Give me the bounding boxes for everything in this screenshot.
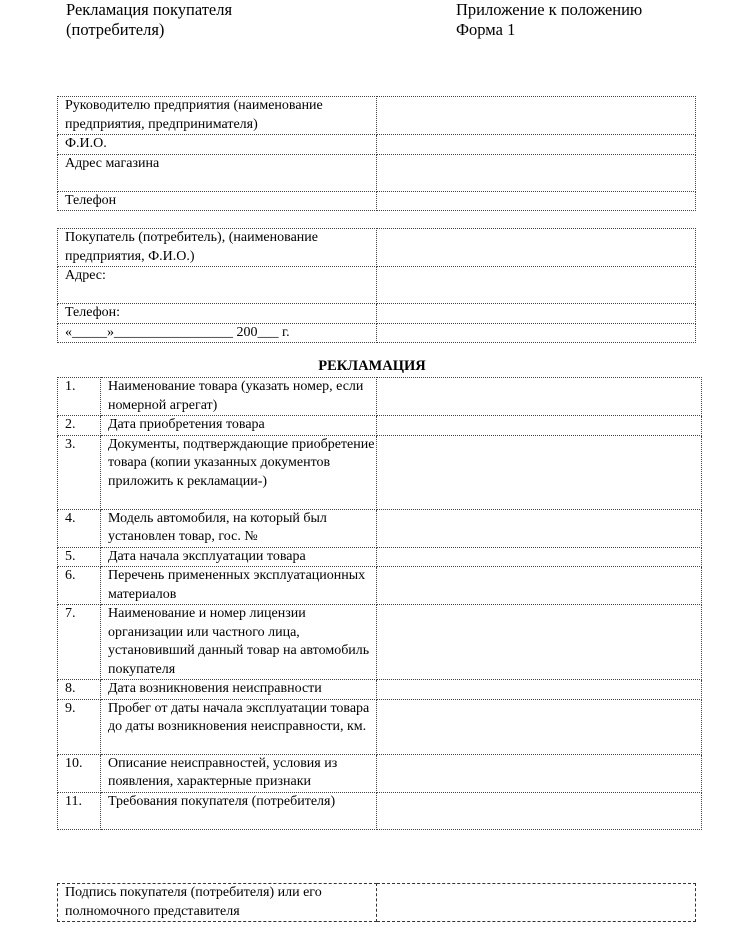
signature-table — [57, 883, 696, 922]
item-answer-field[interactable] — [377, 699, 702, 754]
item-number: 1. — [58, 378, 101, 416]
item-answer-field[interactable] — [377, 567, 702, 605]
item-label: Наименование товара (указать номер, если номерной агрегат) — [101, 378, 377, 416]
item-number: 7. — [58, 605, 101, 680]
signature-label: Подпись покупателя (потребителя) или его полномочного представителя — [58, 884, 377, 922]
item-number: 10. — [58, 754, 101, 792]
buyer-address-label: Адрес: — [58, 267, 377, 304]
buyer-date-row — [58, 323, 696, 343]
buyer-table — [57, 228, 696, 343]
recipient-address-row — [58, 154, 696, 191]
reklamatsiya-item-row — [58, 605, 702, 680]
item-number: 5. — [58, 547, 101, 567]
recipient-head-field[interactable] — [377, 97, 696, 135]
buyer-address-field[interactable] — [377, 267, 696, 304]
item-label: Наименование и номер лицензии организации или частного лица, установивший данный товар на автомобиль покупателя — [101, 605, 377, 680]
reklamatsiya-item-row — [58, 435, 702, 509]
recipient-table — [57, 96, 696, 211]
form-header-left — [66, 0, 232, 40]
signature-field[interactable] — [377, 884, 696, 922]
item-number: 3. — [58, 435, 101, 509]
buyer-date-field[interactable] — [377, 323, 696, 343]
recipient-address-field[interactable] — [377, 154, 696, 191]
item-label: Документы, подтверждающие приобретение товара (копии указанных документов приложить к рекламации-) — [101, 435, 377, 509]
signature-row — [58, 884, 696, 922]
item-number: 2. — [58, 416, 101, 436]
item-label: Дата начала эксплуатации товара — [101, 547, 377, 567]
item-answer-field[interactable] — [377, 547, 702, 567]
item-answer-field[interactable] — [377, 605, 702, 680]
form-title-line1: Рекламация покупателя — [66, 0, 233, 19]
recipient-head-row — [58, 97, 696, 135]
item-answer-field[interactable] — [377, 435, 702, 509]
reklamatsiya-item-row — [58, 416, 702, 436]
item-answer-field[interactable] — [377, 680, 702, 700]
recipient-head-label: Руководителю предприятия (наименование предприятия, предпринимателя) — [58, 97, 377, 135]
item-answer-field[interactable] — [377, 754, 702, 792]
reklamatsiya-item-row — [58, 699, 702, 754]
buyer-name-row — [58, 229, 696, 267]
buyer-address-row — [58, 267, 696, 304]
buyer-name-label: Покупатель (потребитель), (наименование предприятия, Ф.И.О.) — [58, 229, 377, 267]
item-answer-field[interactable] — [377, 792, 702, 829]
item-label: Дата приобретения товара — [101, 416, 377, 436]
item-label: Модель автомобиля, на который был установлен товар, гос. № — [101, 509, 377, 547]
item-label: Описание неисправностей, условия из появления, характерные признаки — [101, 754, 377, 792]
recipient-fio-row — [58, 135, 696, 155]
item-number: 11. — [58, 792, 101, 829]
reklamatsiya-item-row — [58, 547, 702, 567]
buyer-phone-row — [58, 304, 696, 324]
reklamatsiya-item-row — [58, 754, 702, 792]
item-number: 6. — [58, 567, 101, 605]
recipient-phone-field[interactable] — [377, 191, 696, 211]
reklamatsiya-item-row — [58, 509, 702, 547]
item-label: Требования покупателя (потребителя) — [101, 792, 377, 829]
reklamatsiya-item-row — [58, 792, 702, 829]
reklamatsiya-title: РЕКЛАМАЦИЯ — [318, 358, 426, 374]
item-number: 9. — [58, 699, 101, 754]
item-answer-field[interactable] — [377, 378, 702, 416]
item-answer-field[interactable] — [377, 509, 702, 547]
form-header-right — [456, 0, 642, 40]
buyer-name-field[interactable] — [377, 229, 696, 267]
reklamatsiya-item-row — [58, 378, 702, 416]
recipient-fio-label: Ф.И.О. — [58, 135, 377, 155]
recipient-fio-field[interactable] — [377, 135, 696, 155]
reklamatsiya-items-table — [57, 377, 702, 830]
buyer-date-line: «_____»_________________ 200___ г. — [58, 323, 377, 343]
buyer-phone-field[interactable] — [377, 304, 696, 324]
reklamatsiya-item-row — [58, 567, 702, 605]
item-number: 4. — [58, 509, 101, 547]
recipient-address-label: Адрес магазина — [58, 154, 377, 191]
item-label: Дата возникновения неисправности — [101, 680, 377, 700]
item-answer-field[interactable] — [377, 416, 702, 436]
buyer-phone-label: Телефон: — [58, 304, 377, 324]
form-title-line2: (потребителя) — [66, 20, 165, 39]
appendix-label: Приложение к положению — [456, 0, 643, 19]
item-label: Пробег от даты начала эксплуатации товара до даты возникновения неисправности, км. — [101, 699, 377, 754]
item-label: Перечень примененных эксплуатационных материалов — [101, 567, 377, 605]
form-number-label: Форма 1 — [456, 20, 516, 39]
reklamatsiya-item-row — [58, 680, 702, 700]
recipient-phone-row — [58, 191, 696, 211]
recipient-phone-label: Телефон — [58, 191, 377, 211]
item-number: 8. — [58, 680, 101, 700]
